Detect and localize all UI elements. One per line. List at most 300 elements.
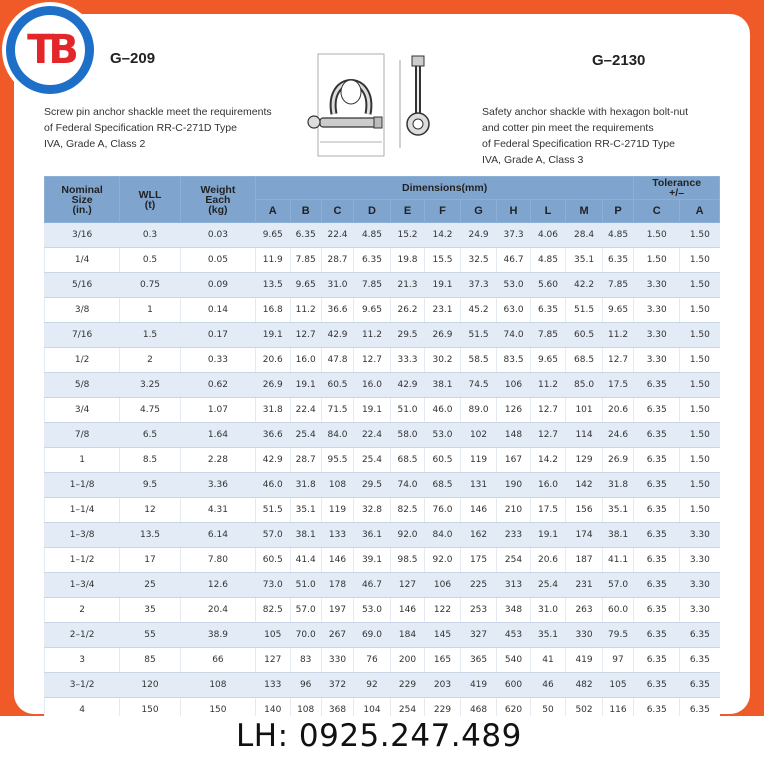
table-cell: 0.33 — [180, 348, 255, 373]
table-cell: 15.5 — [425, 248, 461, 273]
table-cell: 11.2 — [290, 298, 321, 323]
table-cell: 106 — [497, 373, 530, 398]
table-cell: 96 — [290, 673, 321, 698]
table-cell: 365 — [460, 648, 497, 673]
table-cell: 1.50 — [680, 498, 720, 523]
table-cell: 58.0 — [390, 423, 424, 448]
table-cell: 229 — [390, 673, 424, 698]
table-cell: 74.5 — [460, 373, 497, 398]
left-description — [44, 104, 272, 152]
brand-logo — [2, 2, 98, 98]
table-cell: 31.8 — [290, 473, 321, 498]
table-cell: 468 — [460, 698, 497, 723]
right-description-line: IVA, Grade A, Class 3 — [482, 154, 584, 166]
table-cell: 231 — [566, 573, 603, 598]
table-cell: 19.1 — [290, 373, 321, 398]
table-cell: 53.0 — [497, 273, 530, 298]
table-cell: 33.3 — [390, 348, 424, 373]
table-cell: 6.35 — [680, 698, 720, 723]
table-row — [45, 548, 720, 573]
table-body — [45, 223, 720, 723]
table-row — [45, 273, 720, 298]
header-text: Tolerance — [652, 177, 702, 189]
table-cell: 1.50 — [680, 223, 720, 248]
table-cell: 4.75 — [120, 398, 181, 423]
table-cell: 1–3/4 — [45, 573, 120, 598]
table-cell: 1.50 — [634, 248, 680, 273]
table-row — [45, 623, 720, 648]
table-cell: 20.4 — [180, 598, 255, 623]
table-cell: 85.0 — [566, 373, 603, 398]
header-text: (in.) — [72, 203, 92, 216]
table-row — [45, 673, 720, 698]
table-cell: 148 — [497, 423, 530, 448]
table-cell: 0.09 — [180, 273, 255, 298]
table-cell: 28.7 — [321, 248, 353, 273]
table-cell: 372 — [321, 673, 353, 698]
table-cell: 1.50 — [634, 223, 680, 248]
table-cell: 76.0 — [425, 498, 461, 523]
table-cell: 3–1/2 — [45, 673, 120, 698]
table-cell: 4.06 — [530, 223, 566, 248]
table-cell: 0.03 — [180, 223, 255, 248]
table-cell: 31.0 — [530, 598, 566, 623]
table-cell: 1.5 — [120, 323, 181, 348]
table-cell: 7.85 — [290, 248, 321, 273]
table-cell: 69.0 — [354, 623, 391, 648]
table-cell: 119 — [321, 498, 353, 523]
table-row — [45, 373, 720, 398]
table-cell: 0.5 — [120, 248, 181, 273]
table-cell: 105 — [602, 673, 633, 698]
table-cell: 6.5 — [120, 423, 181, 448]
table-cell: 142 — [566, 473, 603, 498]
table-cell: 1.50 — [680, 248, 720, 273]
table-cell: 6.35 — [634, 548, 680, 573]
table-cell: 7.85 — [354, 273, 391, 298]
table-cell: 42.2 — [566, 273, 603, 298]
right-model-title: G–2130 — [592, 52, 646, 69]
table-cell: 74.0 — [390, 473, 424, 498]
table-cell: 6.35 — [634, 598, 680, 623]
table-cell: 35.1 — [290, 498, 321, 523]
table-cell: 25.4 — [354, 448, 391, 473]
table-cell: 51.5 — [256, 498, 290, 523]
table-cell: 60.0 — [602, 598, 633, 623]
table-cell: 57.0 — [602, 573, 633, 598]
table-cell: 6.35 — [634, 623, 680, 648]
table-cell: 3 — [45, 648, 120, 673]
table-row — [45, 348, 720, 373]
header-dim-f: F — [425, 200, 461, 223]
header-text: (t) — [144, 198, 156, 211]
brand-logo-text: TB — [15, 15, 85, 85]
header-text: +/– — [669, 187, 685, 199]
table-cell: 89.0 — [460, 398, 497, 423]
table-cell: 60.5 — [566, 323, 603, 348]
table-cell: 0.17 — [180, 323, 255, 348]
table-cell: 25.4 — [530, 573, 566, 598]
table-cell: 5.60 — [530, 273, 566, 298]
header-tol-a: A — [680, 200, 720, 223]
table-cell: 6.35 — [354, 248, 391, 273]
table-row — [45, 223, 720, 248]
table-cell: 3.30 — [634, 273, 680, 298]
table-cell: 4 — [45, 698, 120, 723]
table-cell: 19.8 — [390, 248, 424, 273]
table-cell: 146 — [460, 498, 497, 523]
table-cell: 200 — [390, 648, 424, 673]
table-cell: 313 — [497, 573, 530, 598]
table-cell: 210 — [497, 498, 530, 523]
table-cell: 92.0 — [425, 548, 461, 573]
table-cell: 9.65 — [602, 298, 633, 323]
table-cell: 203 — [425, 673, 461, 698]
table-cell: 84.0 — [425, 523, 461, 548]
table-cell: 19.1 — [530, 523, 566, 548]
table-cell: 46 — [530, 673, 566, 698]
table-cell: 19.1 — [425, 273, 461, 298]
table-cell: 24.6 — [602, 423, 633, 448]
header-tol-c: C — [634, 200, 680, 223]
table-cell: 12.7 — [530, 423, 566, 448]
table-cell: 31.0 — [321, 273, 353, 298]
table-cell: 29.5 — [390, 323, 424, 348]
contact-phone: LH: 0925.247.489 — [236, 718, 522, 754]
table-cell: 13.5 — [256, 273, 290, 298]
table-cell: 60.5 — [321, 373, 353, 398]
header-nominal-size — [45, 177, 120, 223]
table-cell: 3/4 — [45, 398, 120, 423]
table-cell: 7/8 — [45, 423, 120, 448]
table-cell: 51.5 — [566, 298, 603, 323]
table-cell: 6.35 — [634, 448, 680, 473]
table-cell: 19.1 — [354, 398, 391, 423]
header-dim-b: B — [290, 200, 321, 223]
table-cell: 3/8 — [45, 298, 120, 323]
table-cell: 6.35 — [634, 498, 680, 523]
table-cell: 127 — [390, 573, 424, 598]
table-cell: 254 — [497, 548, 530, 573]
table-cell: 6.35 — [602, 248, 633, 273]
table-cell: 0.75 — [120, 273, 181, 298]
table-cell: 229 — [425, 698, 461, 723]
table-cell: 46.7 — [497, 248, 530, 273]
table-cell: 0.3 — [120, 223, 181, 248]
table-cell: 104 — [354, 698, 391, 723]
table-cell: 6.35 — [634, 648, 680, 673]
table-cell: 3.30 — [634, 348, 680, 373]
table-cell: 4.85 — [530, 248, 566, 273]
table-cell: 1/2 — [45, 348, 120, 373]
table-cell: 119 — [460, 448, 497, 473]
table-cell: 327 — [460, 623, 497, 648]
table-cell: 71.5 — [321, 398, 353, 423]
table-cell: 39.1 — [354, 548, 391, 573]
table-cell: 9.65 — [354, 298, 391, 323]
left-description-line: IVA, Grade A, Class 2 — [44, 138, 146, 150]
header-dim-m: M — [566, 200, 603, 223]
table-cell: 25 — [120, 573, 181, 598]
table-cell: 3.36 — [180, 473, 255, 498]
table-cell: 348 — [497, 598, 530, 623]
table-cell: 267 — [321, 623, 353, 648]
table-cell: 25.4 — [290, 423, 321, 448]
table-cell: 47.8 — [321, 348, 353, 373]
table-cell: 4.85 — [602, 223, 633, 248]
table-cell: 97 — [602, 648, 633, 673]
table-cell: 17.5 — [530, 498, 566, 523]
table-cell: 133 — [321, 523, 353, 548]
table-cell: 108 — [180, 673, 255, 698]
table-cell: 11.2 — [354, 323, 391, 348]
table-cell: 116 — [602, 698, 633, 723]
table-cell: 8.5 — [120, 448, 181, 473]
table-cell: 53.0 — [354, 598, 391, 623]
table-cell: 131 — [460, 473, 497, 498]
table-cell: 1.50 — [680, 473, 720, 498]
table-cell: 7.85 — [530, 323, 566, 348]
header-weight — [180, 177, 255, 223]
table-cell: 51.5 — [460, 323, 497, 348]
table-row — [45, 498, 720, 523]
table-cell: 167 — [497, 448, 530, 473]
table-cell: 330 — [566, 623, 603, 648]
table-cell: 105 — [256, 623, 290, 648]
table-cell: 28.7 — [290, 448, 321, 473]
table-cell: 82.5 — [390, 498, 424, 523]
table-cell: 3.30 — [634, 298, 680, 323]
table-cell: 5/16 — [45, 273, 120, 298]
table-cell: 190 — [497, 473, 530, 498]
table-cell: 129 — [566, 448, 603, 473]
table-cell: 57.0 — [256, 523, 290, 548]
table-cell: 17 — [120, 548, 181, 573]
header-dim-c: C — [321, 200, 353, 223]
table-cell: 83 — [290, 648, 321, 673]
table-cell: 42.9 — [390, 373, 424, 398]
table-cell: 36.1 — [354, 523, 391, 548]
table-cell: 68.5 — [390, 448, 424, 473]
table-cell: 7/16 — [45, 323, 120, 348]
table-cell: 253 — [460, 598, 497, 623]
table-cell: 36.6 — [321, 298, 353, 323]
table-cell: 6.35 — [680, 673, 720, 698]
table-cell: 38.1 — [425, 373, 461, 398]
table-cell: 6.35 — [634, 673, 680, 698]
table-cell: 178 — [321, 573, 353, 598]
table-cell: 146 — [321, 548, 353, 573]
table-cell: 38.1 — [602, 523, 633, 548]
table-cell: 140 — [256, 698, 290, 723]
table-cell: 92.0 — [390, 523, 424, 548]
table-cell: 126 — [497, 398, 530, 423]
table-cell: 95.5 — [321, 448, 353, 473]
table-cell: 58.5 — [460, 348, 497, 373]
table-cell: 20.6 — [256, 348, 290, 373]
table-cell: 11.2 — [530, 373, 566, 398]
table-cell: 84.0 — [321, 423, 353, 448]
table-cell: 2 — [120, 348, 181, 373]
table-cell: 22.4 — [290, 398, 321, 423]
table-cell: 1–1/8 — [45, 473, 120, 498]
table-cell: 114 — [566, 423, 603, 448]
table-cell: 9.5 — [120, 473, 181, 498]
table-cell: 6.35 — [634, 523, 680, 548]
table-cell: 145 — [425, 623, 461, 648]
table-cell: 1–1/2 — [45, 548, 120, 573]
table-cell: 82.5 — [256, 598, 290, 623]
table-cell: 1–3/8 — [45, 523, 120, 548]
left-description-line: of Federal Specification RR-C-271D Type — [44, 122, 237, 134]
table-cell: 42.9 — [256, 448, 290, 473]
table-cell: 73.0 — [256, 573, 290, 598]
right-description-line: Safety anchor shackle with hexagon bolt-nut — [482, 106, 689, 118]
table-cell: 29.5 — [354, 473, 391, 498]
table-cell: 36.6 — [256, 423, 290, 448]
table-cell: 12 — [120, 498, 181, 523]
table-cell: 35.1 — [530, 623, 566, 648]
table-cell: 453 — [497, 623, 530, 648]
table-cell: 102 — [460, 423, 497, 448]
table-cell: 35.1 — [602, 498, 633, 523]
table-cell: 51.0 — [390, 398, 424, 423]
table-cell: 32.5 — [460, 248, 497, 273]
table-cell: 3.30 — [680, 598, 720, 623]
header-text: Weight — [200, 183, 236, 196]
table-cell: 11.9 — [256, 248, 290, 273]
header-text: WLL — [138, 188, 162, 201]
table-cell: 46.0 — [256, 473, 290, 498]
header-dim-a: A — [256, 200, 290, 223]
table-cell: 14.2 — [425, 223, 461, 248]
table-cell: 3/16 — [45, 223, 120, 248]
table-cell: 68.5 — [425, 473, 461, 498]
table-cell: 6.14 — [180, 523, 255, 548]
table-cell: 7.80 — [180, 548, 255, 573]
table-cell: 156 — [566, 498, 603, 523]
table-cell: 32.8 — [354, 498, 391, 523]
right-description-line: and cotter pin meet the requirements — [482, 122, 654, 134]
table-cell: 0.62 — [180, 373, 255, 398]
table-cell: 37.3 — [497, 223, 530, 248]
table-cell: 4.31 — [180, 498, 255, 523]
table-cell: 42.9 — [321, 323, 353, 348]
table-cell: 106 — [425, 573, 461, 598]
table-cell: 38.9 — [180, 623, 255, 648]
table-cell: 540 — [497, 648, 530, 673]
table-cell: 3.30 — [680, 548, 720, 573]
table-cell: 17.5 — [602, 373, 633, 398]
table-cell: 26.9 — [425, 323, 461, 348]
table-cell: 3.30 — [680, 573, 720, 598]
table-cell: 7.85 — [602, 273, 633, 298]
shackle-diagram — [300, 52, 442, 160]
table-cell: 35 — [120, 598, 181, 623]
table-cell: 53.0 — [425, 423, 461, 448]
table-cell: 6.35 — [530, 298, 566, 323]
table-cell: 0.05 — [180, 248, 255, 273]
table-cell: 368 — [321, 698, 353, 723]
header-tolerance — [634, 177, 720, 200]
table-cell: 1 — [120, 298, 181, 323]
table-cell: 51.0 — [290, 573, 321, 598]
table-cell: 6.35 — [290, 223, 321, 248]
table-cell: 37.3 — [460, 273, 497, 298]
table-cell: 12.6 — [180, 573, 255, 598]
table-cell: 1.50 — [680, 448, 720, 473]
table-cell: 162 — [460, 523, 497, 548]
table-cell: 330 — [321, 648, 353, 673]
header-dimensions: Dimensions(mm) — [256, 177, 634, 200]
header-text: Nominal — [61, 183, 103, 196]
table-cell: 225 — [460, 573, 497, 598]
table-cell: 23.1 — [425, 298, 461, 323]
right-description — [482, 104, 688, 168]
table-cell: 0.14 — [180, 298, 255, 323]
table-cell: 1.50 — [680, 373, 720, 398]
table-cell: 419 — [566, 648, 603, 673]
table-cell: 45.2 — [460, 298, 497, 323]
table-cell: 68.5 — [566, 348, 603, 373]
table-cell: 175 — [460, 548, 497, 573]
table-row — [45, 598, 720, 623]
table-cell: 46.7 — [354, 573, 391, 598]
table-cell: 28.4 — [566, 223, 603, 248]
table-cell: 1 — [45, 448, 120, 473]
header-dim-h: H — [497, 200, 530, 223]
table-cell: 1.07 — [180, 398, 255, 423]
table-cell: 6.35 — [680, 623, 720, 648]
table-header-row — [45, 177, 720, 200]
table-cell: 22.4 — [321, 223, 353, 248]
table-cell: 419 — [460, 673, 497, 698]
table-cell: 74.0 — [497, 323, 530, 348]
table-cell: 1.50 — [680, 273, 720, 298]
table-cell: 1–1/4 — [45, 498, 120, 523]
table-cell: 41 — [530, 648, 566, 673]
header-dim-e: E — [390, 200, 424, 223]
table-cell: 108 — [321, 473, 353, 498]
table-row — [45, 323, 720, 348]
table-cell: 127 — [256, 648, 290, 673]
table-row — [45, 448, 720, 473]
table-cell: 85 — [120, 648, 181, 673]
table-cell: 70.0 — [290, 623, 321, 648]
table-cell: 1.50 — [680, 323, 720, 348]
table-cell: 2.28 — [180, 448, 255, 473]
table-cell: 24.9 — [460, 223, 497, 248]
table-cell: 38.1 — [290, 523, 321, 548]
header-dim-g: G — [460, 200, 497, 223]
table-cell: 184 — [390, 623, 424, 648]
table-cell: 22.4 — [354, 423, 391, 448]
table-cell: 5/8 — [45, 373, 120, 398]
header-dim-l: L — [530, 200, 566, 223]
table-cell: 20.6 — [602, 398, 633, 423]
table-cell: 41.1 — [602, 548, 633, 573]
table-cell: 60.5 — [256, 548, 290, 573]
table-cell: 26.9 — [602, 448, 633, 473]
header-text: Each — [205, 193, 231, 206]
table-cell: 30.2 — [425, 348, 461, 373]
table-cell: 120 — [120, 673, 181, 698]
table-cell: 254 — [390, 698, 424, 723]
table-row — [45, 298, 720, 323]
table-cell: 50 — [530, 698, 566, 723]
table-cell: 66 — [180, 648, 255, 673]
table-cell: 6.35 — [634, 373, 680, 398]
